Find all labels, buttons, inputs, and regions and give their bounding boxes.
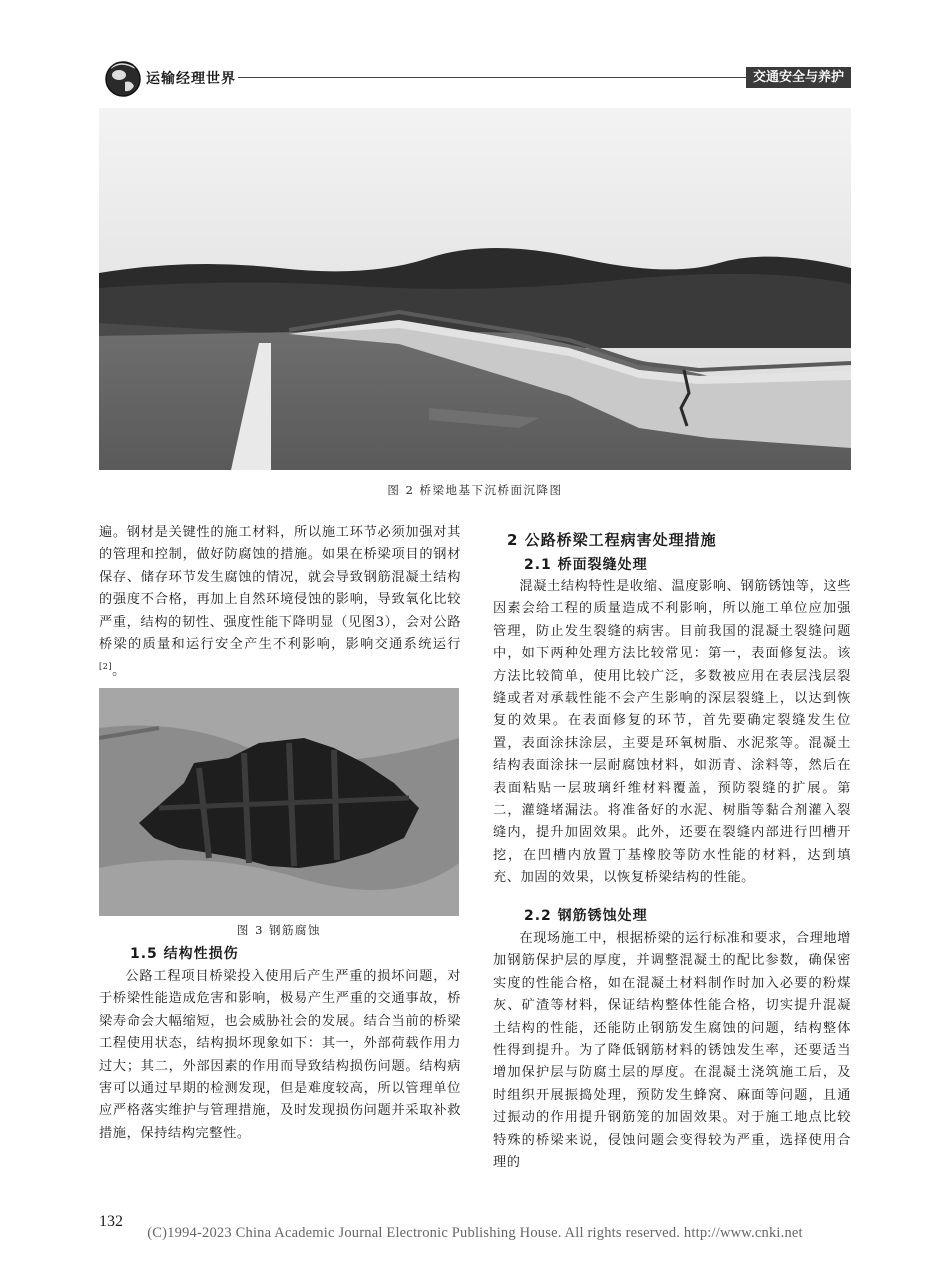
left-column-top xyxy=(99,522,461,683)
paragraph-steel-corrosion: 遍。钢材是关键性的施工材料，所以施工环节必须加强对其的管理和控制，做好防腐蚀的措施。如果在桥梁项目的钢材保存、储存环节发生腐蚀的情况，就会导致钢筋混凝土结构的强度不合格，再加上自然环境侵蚀的影响，导致氧化比较严重，结构的韧性、强度性能下降明显（见图3），会对公路桥梁的质量和运行安全产生不利影响，影响交通系统运行[2]。 xyxy=(99,525,461,679)
figure-3-caption: 图 3 钢筋腐蚀 xyxy=(236,923,322,937)
header-divider xyxy=(238,77,746,78)
right-column-section-2-2 xyxy=(493,928,851,1174)
section-tag: 交通安全与养护 xyxy=(746,67,851,88)
page-number: 132 xyxy=(99,1213,123,1230)
reference-mark: [2] xyxy=(99,662,113,672)
paragraph-rebar-corrosion: 在现场施工中，根据桥梁的运行标准和要求，合理地增加钢筋保护层的厚度，并调整混凝土的配比参数，确保密实度的性能合格，如在混凝土材料制作时加入必要的粉煤灰、矿渣等材料，保证结构整体性能合格，切实提升混凝土结构的性能，还能防止钢筋发生腐蚀的问题，结构整体性得到提升。为了降低钢筋材料的锈蚀发生率，还要适当增加保护层与防腐土层的厚度。在混凝土浇筑施工后，及时组织开展振捣处理，预防发生蜂窝、麻面等问题，且通过振动的作用提升钢筋笼的加固效果。对于施工地点比较特殊的桥梁来说，侵蚀问题会变得较为严重，选择使用合理的 xyxy=(493,931,851,1171)
steel-corrosion-photo xyxy=(99,688,459,916)
right-column-section-2-1 xyxy=(493,576,851,890)
heading-2-2: 2.2 钢筋锈蚀处理 xyxy=(524,908,648,924)
heading-1-5: 1.5 结构性损伤 xyxy=(130,946,239,962)
globe-logo-icon xyxy=(103,60,143,98)
figure-2-caption: 图 2 桥梁地基下沉桥面沉降图 xyxy=(387,483,563,497)
paragraph-structural-damage: 公路工程项目桥梁投入使用后产生严重的损坏问题，对于桥梁性能造成危害和影响，极易产生严重的交通事故，桥梁寿命会大幅缩短，也会威胁社会的发展。结合当前的桥梁工程使用状态，结构损坏现象如下：其一，外部荷载作用力过大；其二，外部因素的作用而导致结构损伤问题。结构病害可以通过早期的检测发现，但是难度较高，所以管理单位应严格落实维护与管理措施，及时发现损伤问题并采取补救措施，保持结构完整性。 xyxy=(99,969,461,1141)
paragraph-crack-treatment: 混凝土结构特性是收缩、温度影响、钢筋锈蚀等，这些因素会给工程的质量造成不利影响，所以施工单位应加强管理，防止发生裂缝的病害。目前我国的混凝土裂缝问题中，如下两种处理方法比较常见：第一，表面修复法。该方法比较简单，使用比较广泛，多数被应用在表层浅层裂缝或者对承载性能不会产生影响的深层裂缝上，以达到恢复的效果。在表面修复的环节，首先要确定裂缝发生位置，表面涂抹涂层，主要是环氧树脂、水泥浆等。混凝土结构表面涂抹一层耐腐蚀材料，如沥青、涂料等，然后在表面粘贴一层玻璃纤维材料覆盖，预防裂缝的扩展。第二，灌缝堵漏法。将准备好的水泥、树脂等黏合剂灌入裂缝内，提升加固效果。此外，还要在裂缝内部进行凹槽开挖，在凹槽内放置丁基橡胶等防水性能的材料，达到填充、加固的效果，以恢复桥梁结构的性能。 xyxy=(493,579,851,886)
copyright-footer: (C)1994-2023 China Academic Journal Electronic Publishing House. All rights reserved. http://www.cnki.net xyxy=(147,1225,803,1241)
heading-2-1: 2.1 桥面裂缝处理 xyxy=(524,557,648,573)
heading-2: 2 公路桥梁工程病害处理措施 xyxy=(507,531,717,549)
bridge-settlement-photo xyxy=(99,108,851,470)
journal-name: 运输经理世界 xyxy=(146,71,236,87)
left-column-bottom xyxy=(99,966,461,1145)
